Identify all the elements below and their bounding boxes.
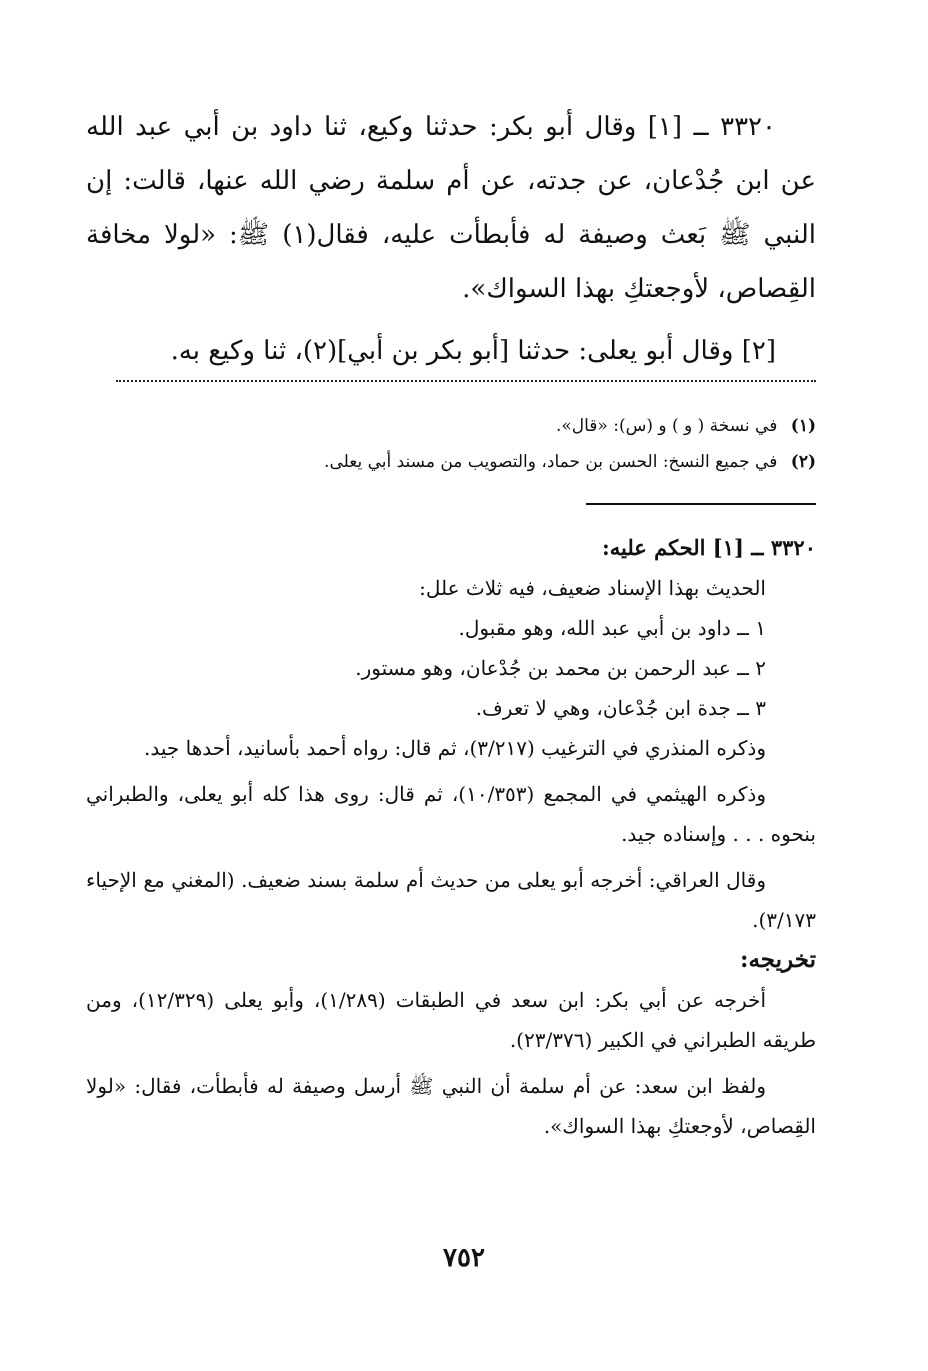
takhrij-paragraph-1: أخرجه عن أبي بكر: ابن سعد في الطبقات (١/٢٨٩)، وأبو يعلى (١٢/٣٢٩)، ومن طريقه الطبراني في الكبير (٢٣/٣٧٦). bbox=[86, 988, 816, 1052]
hadith-paragraph-2: [٢] وقال أبو يعلى: حدثنا [أبو بكر بن أبي](٢)، ثنا وكيع به. bbox=[170, 336, 776, 366]
mundhiri-paragraph: وذكره المنذري في الترغيب (٣/٢١٧)، ثم قال: رواه أحمد بأسانيد، أحدها جيد. bbox=[144, 736, 766, 760]
main-hadith-text bbox=[86, 100, 816, 378]
footnote-1-number: (١) bbox=[790, 416, 816, 436]
defect-item-3: ٣ ــ جدة ابن جُدْعان، وهي لا تعرف. bbox=[475, 696, 766, 720]
ruling-heading: ٣٣٢٠ ــ [١] الحكم عليه: bbox=[601, 535, 816, 560]
commentary-section bbox=[86, 528, 816, 1146]
footnote-2 bbox=[86, 444, 816, 480]
footnote-1-text: في نسخة ( و ) و (س): «قال». bbox=[555, 416, 778, 436]
footnote-1 bbox=[86, 408, 816, 444]
footnote-separator-dots bbox=[116, 380, 816, 382]
takhrij-paragraph-2: ولفظ ابن سعد: عن أم سلمة أن النبي ﷺ أرسل وصيفة له فأبطأت، فقال: «لولا القِصاص، لأوجعتكِ بهذا السواك». bbox=[86, 1074, 816, 1138]
ruling-intro: الحديث بهذا الإسناد ضعيف، فيه ثلاث علل: bbox=[419, 576, 766, 600]
hadith-paragraph-1: ٣٣٢٠ ــ [١] وقال أبو بكر: حدثنا وكيع، ثنا داود بن أبي عبد الله عن ابن جُدْعان، عن جدته، عن أم سلمة رضي الله عنها، قالت: إن النبي ﷺ بَعث وصيفة له فأبطأت عليه، فقال(١) ﷺ: «لولا مخافة القِصاص، لأوجعتكِ بهذا السواك». bbox=[86, 112, 816, 304]
footnote-2-number: (٢) bbox=[790, 452, 816, 472]
defect-item-2: ٢ ــ عبد الرحمن بن محمد بن جُدْعان، وهو مستور. bbox=[355, 656, 766, 680]
iraqi-paragraph: وقال العراقي: أخرجه أبو يعلى من حديث أم سلمة بسند ضعيف. (المغني مع الإحياء ٣/١٧٣). bbox=[86, 868, 816, 932]
page-number: ٧٥٢ bbox=[443, 1243, 485, 1273]
footnote-2-text: في جميع النسخ: الحسن بن حماد، والتصويب من مسند أبي يعلى. bbox=[324, 452, 778, 472]
takhrij-heading: تخريجه: bbox=[739, 946, 816, 973]
defect-item-1: ١ ــ داود بن أبي عبد الله، وهو مقبول. bbox=[458, 616, 766, 640]
haythami-paragraph: وذكره الهيثمي في المجمع (١٠/٣٥٣)، ثم قال: روى هذا كله أبو يعلى، والطبراني بنحوه . . . وإسناده جيد. bbox=[86, 782, 816, 846]
footnotes bbox=[86, 408, 816, 480]
section-divider-rule bbox=[586, 503, 816, 505]
